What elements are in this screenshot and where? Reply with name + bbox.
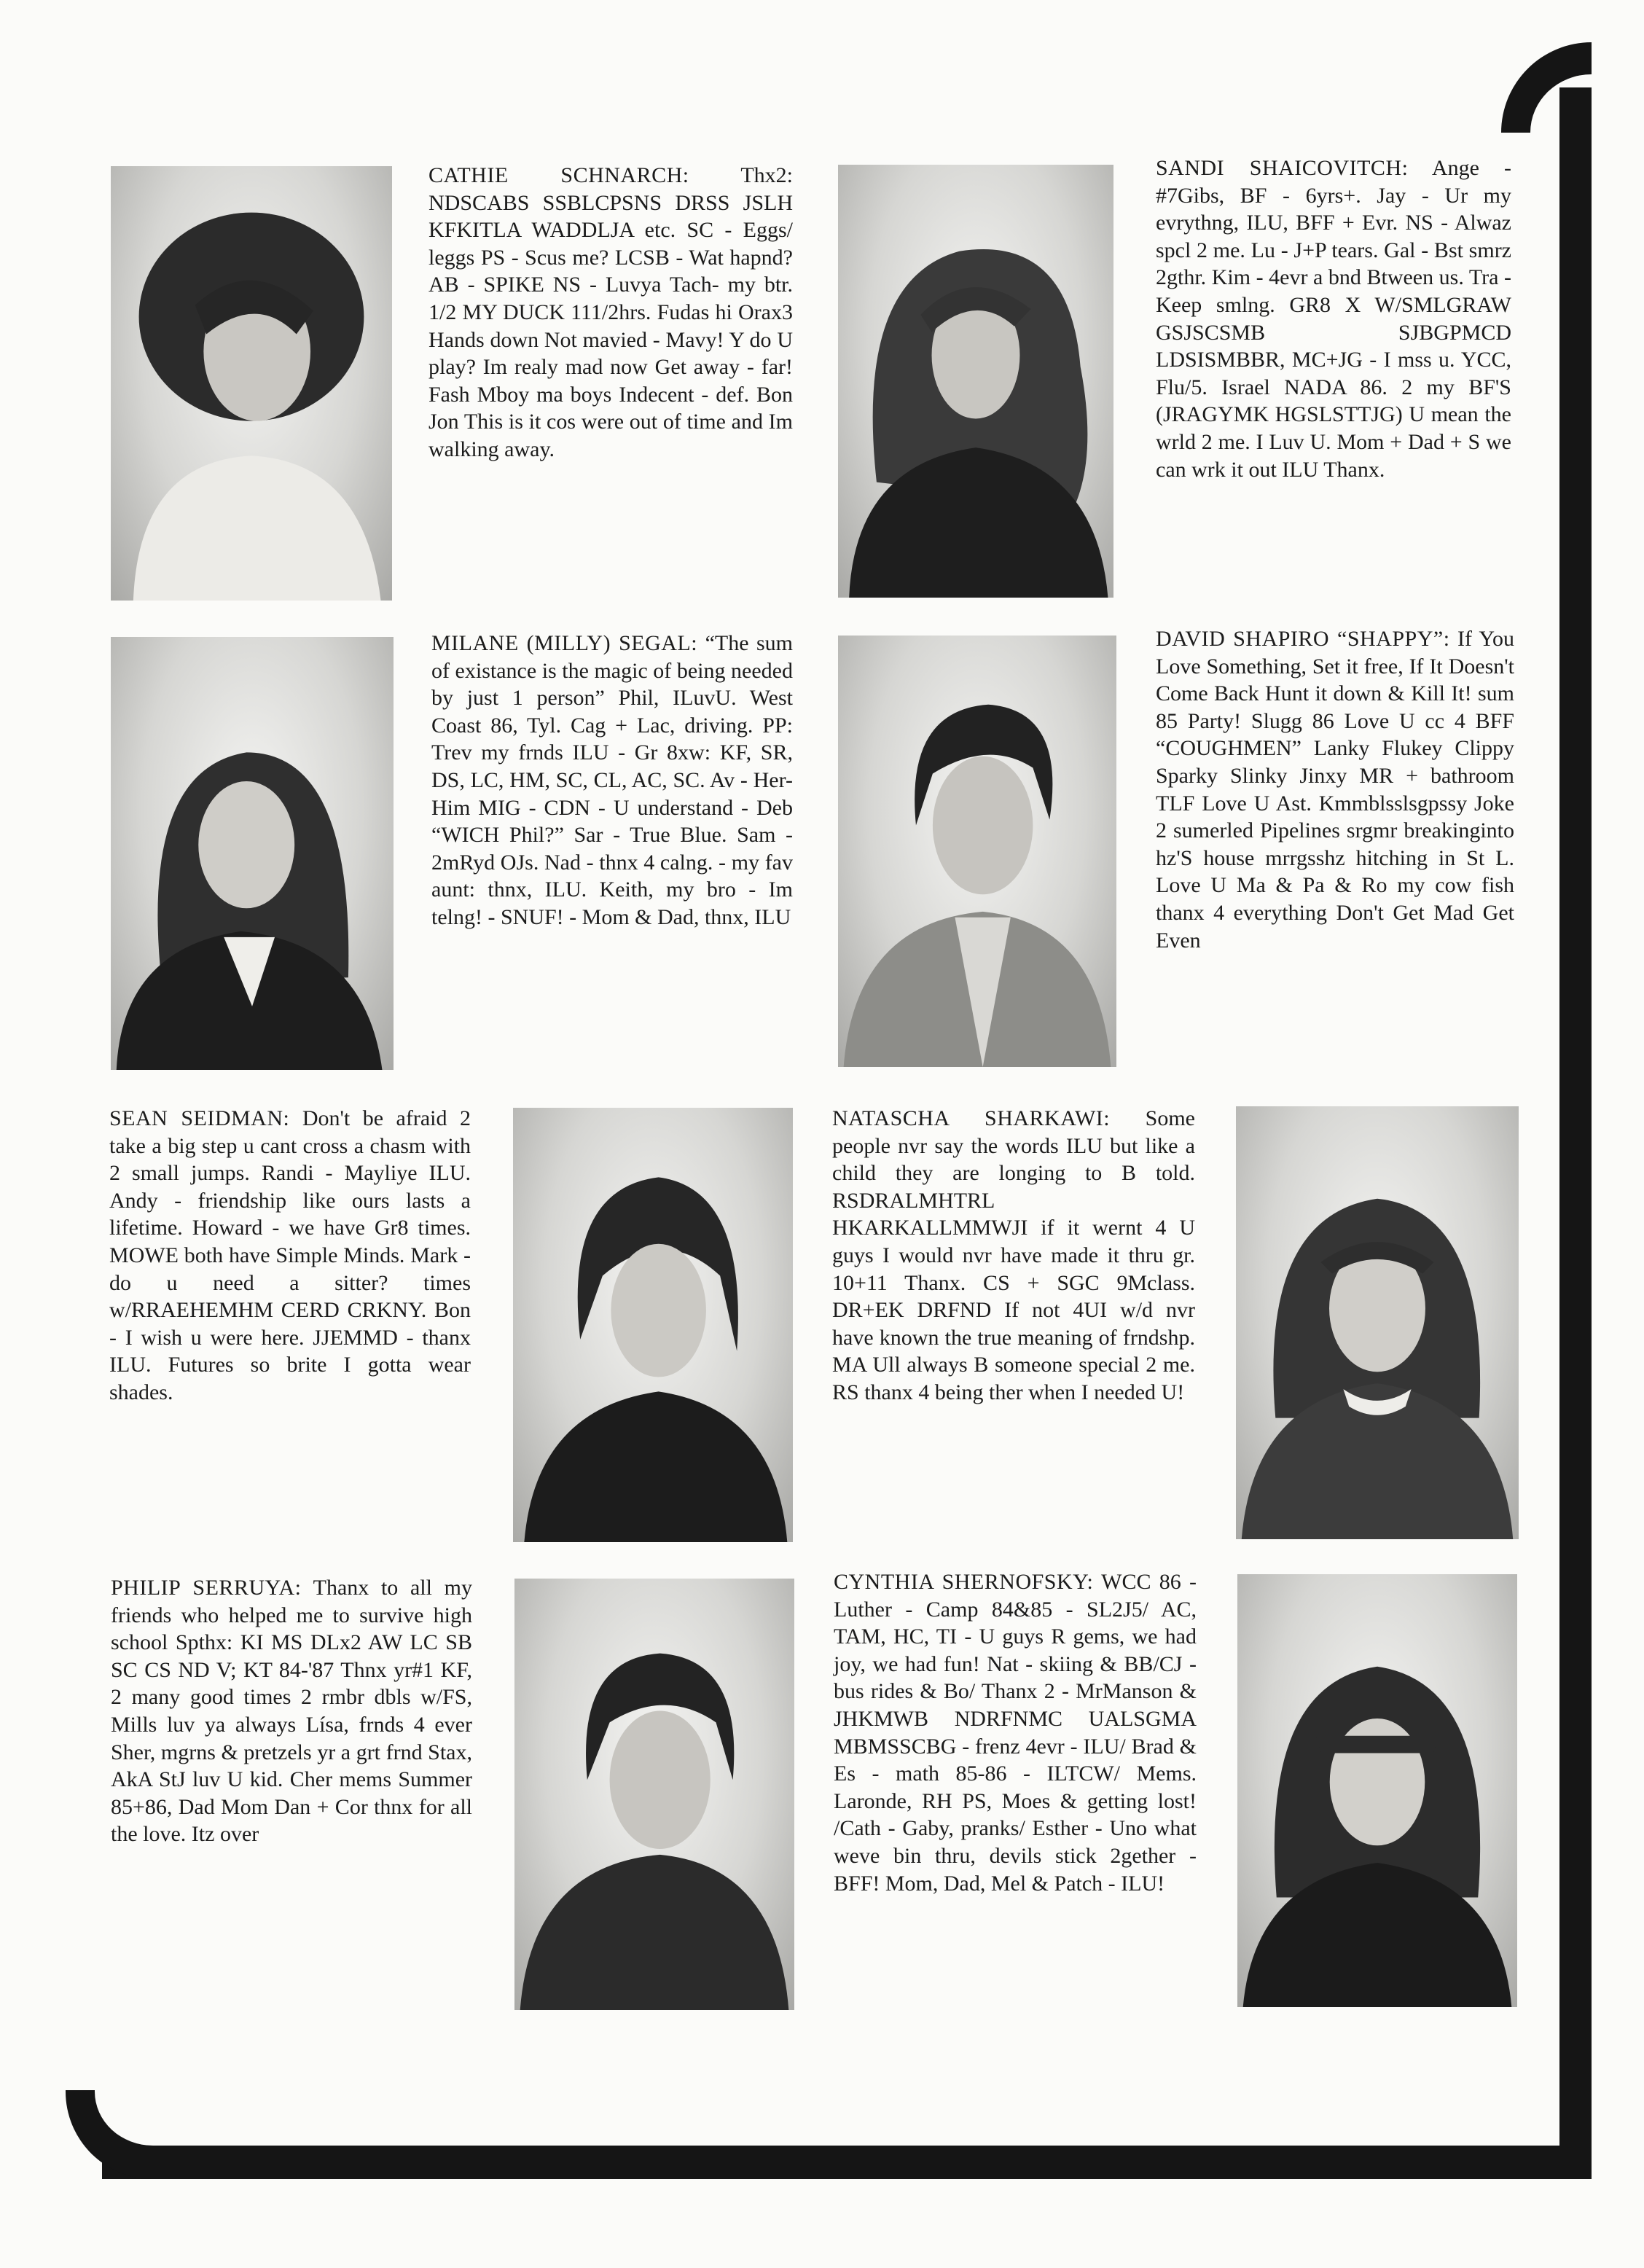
caption-serruya [111,1574,472,1848]
portrait-photo-shapiro [838,636,1116,1067]
student-message: WCC 86 - Luther - Camp 84&85 - SL2J5/ AC, TAM, HC, TI - U guys R gems, we had joy, we had fun! Nat - skiing & BB/CJ - bus rides & Bo/ Thanx 2 - MrManson & JHKMWB NDRFNMC UALSGMA MBMSSCBG - frenz 4evr - ILU/ Brad & Es - math 85-86 - ILTCW/ Mems. Laronde, RH PS, Moes & getting lost! /Cath - Gaby, pranks/ Esther - Uno what weve bin thru, devils stick 2gether - BFF! Mom, Dad, Mel & Patch - ILU! [834,1570,1197,1896]
student-message: Ange - #7Gibs, BF - 6yrs+. Jay - Ur my evrythng, ILU, BFF + Evr. NS - Alwaz spcl 2 me. Lu - J+P tears. Gal - Bst smrz 2gthr. Kim - 4evr a bnd Btween us. Tra - Keep smlng. GR8 X W/SMLGRAW GSJSCSMB SJBGPMCD LDSISMBBR, MC+JG - I mss u. YCC, Flu/5. Israel NADA 86. 2 my BF'S (JRAGYMK HGSLSTTJG) U mean the wrld 2 me. I Luv U. Mom + Dad + S we can wrk it out ILU Thanx. [1156,156,1511,482]
caption-shapiro [1156,625,1514,954]
portrait-photo-seidman [513,1108,793,1542]
portrait-photo-shaicovitch [838,165,1113,598]
portrait-photo-schnarch [111,166,392,601]
student-name: DAVID SHAPIRO “SHAPPY”: [1156,627,1450,651]
student-message: If You Love Something, Set it free, If It Doesn't Come Back Hunt it down & Kill It! sum 85 Party! Slugg 86 Love U cc 4 BFF “COUGHMEN” Lanky Flukey Clippy Sparky Slinky Jinxy MR + bathroom TLF Love U Ast. Kmmblsslsgpssy Joke 2 sumerled Pipelines srgmr breakinginto hz'S house mrrgsshz hitching in St L. Love U Ma & Pa & Ro my cow fish thanx 4 everything Don't Get Mad Get Even [1156,627,1514,953]
caption-segal [431,630,793,931]
portrait-photo-segal [111,637,394,1070]
student-name: MILANE (MILLY) SEGAL: [431,631,698,655]
student-message: Thanx to all my friends who helped me to survive high school Spthx: KI MS DLx2 AW LC SB SC CS ND V; KT 84-'87 Thnx yr#1 KF, 2 many good times 2 rmbr dbls w/FS, Mills luv ya always Lísa, frnds 4 ever Sher, mgrns & pretzels yr a grt frnd Stax, AkA StJ luv U kid. Cher mems Summer 85+86, Dad Mom Dan + Cor thnx for all the love. Itz over [111,1576,473,1847]
student-name: SANDI SHAICOVITCH: [1156,156,1409,180]
student-name: SEAN SEIDMAN: [109,1106,290,1130]
student-message: Thx2: NDSCABS SSBLCPSNS DRSS JSLH KFKITLA WADDLJA etc. SC - Eggs/ leggs PS - Scus me? LCSB - Wat hapnd? AB - SPIKE NS - Luvya Tach- my btr. 1/2 MY DUCK 111/2hrs. Fudas hi Orax3 Hands down Not mavied - Mavy! Y do U play? Im realy mad now Get away - far! Fash Mboy ma boys Indecent - def. Bon Jon This is it cos were out of time and Im walking away. [428,163,793,461]
frame-corner-bottom [66,2090,153,2179]
caption-schnarch [428,162,793,464]
student-message: Don't be afraid 2 take a big step u cant cross a chasm with 2 small jumps. Randi - Mayliye ILU. Andy - friendship like ours lasts a lifetime. Howard - we have Gr8 times. MOWE both have Simple Minds. Mark - do u need a sitter? times w/RRAEHEMHM CERD CRKNY. Bon - I wish u were here. JJEMMD - thanx ILU. Futures so brite I gotta wear shades. [109,1106,471,1404]
frame-border-bottom [102,2146,1592,2179]
student-name: CYNTHIA SHERNOFSKY: [834,1570,1094,1594]
caption-shernofsky [834,1568,1197,1897]
student-name: NATASCHA SHARKAWI: [832,1106,1111,1130]
frame-border-right [1559,87,1592,2179]
student-name: CATHIE SCHNARCH: [428,163,689,187]
student-message: Some people nvr say the words ILU but like a child they are longing to B told. RSDRALMHTRL HKARKALLMMWJI if it wernt 4 U guys I would nvr have made it thru gr. 10+11 Thanx. CS + SGC 9Mclass. DR+EK DRFND If not 4UI w/d nvr have known the true meaning of frndshp. MA Ull always B someone special 2 me. RS thanx 4 being ther when I needed U! [832,1106,1195,1404]
caption-shaicovitch [1156,155,1511,483]
caption-seidman [109,1105,471,1407]
caption-sharkawi [832,1105,1195,1407]
student-name: PHILIP SERRUYA: [111,1576,302,1600]
student-message: “The sum of existance is the magic of being needed by just 1 person” Phil, ILuvU. West Coast 86, Tyl. Cag + Lac, driving. PP: Trev my frnds ILU - Gr 8xw: KF, SR, DS, LC, HM, SC, CL, AC, SC. Av - Her-Him MIG - CDN - U understand - Deb “WICH Phil?” Sar - True Blue. Sam - 2mRyd OJs. Nad - thnx 4 calng. - my fav aunt: thnx, ILU. Keith, my bro - Im telng! - SNUF! - Mom & Dad, thnx, ILU [431,631,794,929]
portrait-photo-sharkawi [1236,1106,1519,1539]
portrait-photo-shernofsky [1237,1574,1517,2007]
portrait-photo-serruya [514,1579,794,2010]
